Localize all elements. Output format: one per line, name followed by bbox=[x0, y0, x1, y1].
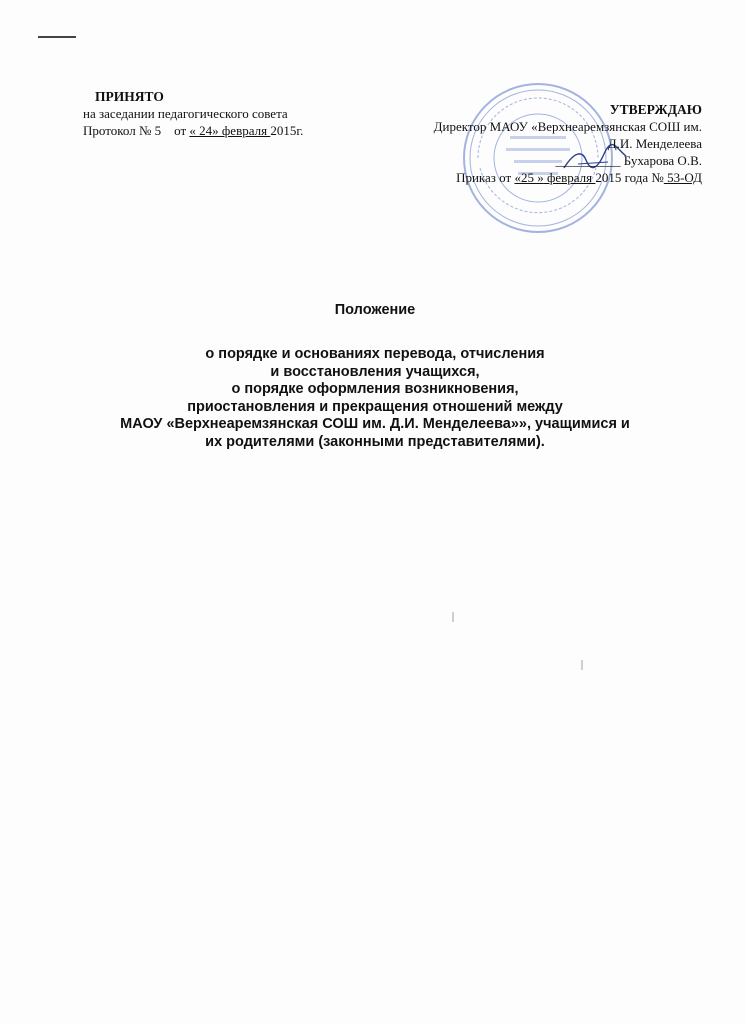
document-title: Положение bbox=[334, 302, 416, 318]
scan-artifact-line bbox=[38, 36, 76, 38]
scan-artifact-dot bbox=[581, 660, 583, 670]
subtitle-line: о порядке оформления возникновения, bbox=[231, 381, 519, 397]
protocol-number: Протокол № 5 bbox=[83, 123, 162, 138]
approved-block bbox=[390, 101, 702, 186]
signature-blank: __________ bbox=[555, 153, 621, 168]
scan-artifact-dot bbox=[452, 612, 454, 622]
protocol-date: « 24» февраля bbox=[189, 123, 271, 138]
subtitle-line: о порядке и основаниях перевода, отчисления bbox=[205, 346, 545, 362]
order-day: «25 » bbox=[514, 170, 544, 185]
subtitle-line: и восстановления учащихся, bbox=[270, 363, 480, 380]
accepted-council-line: на заседании педагогического совета bbox=[83, 106, 288, 121]
signer-name: Бухарова О.В. bbox=[623, 153, 702, 168]
subtitle-line: МАОУ «Верхнеаремзянская СОШ им. Д.И. Менделеева»», учащимися и bbox=[120, 416, 630, 432]
accepted-protocol-line bbox=[83, 122, 373, 139]
order-number: 53-ОД bbox=[663, 170, 702, 185]
approved-school-name-line: Д.И. Менделеева bbox=[607, 136, 702, 151]
subtitle-line: приостановления и прекращения отношений между bbox=[187, 398, 563, 415]
subtitle-line: их родителями (законными представителями). bbox=[205, 433, 545, 450]
document-subtitle bbox=[95, 346, 655, 451]
accepted-block bbox=[83, 88, 373, 139]
approved-director-line: Директор МАОУ «Верхнеаремзянская СОШ им. bbox=[433, 119, 702, 134]
approved-order-line bbox=[390, 169, 702, 186]
order-year: 2015 года № bbox=[595, 170, 664, 185]
accepted-heading: ПРИНЯТО bbox=[95, 89, 164, 104]
order-prefix: Приказ от bbox=[456, 170, 512, 185]
order-month: февраля bbox=[543, 170, 596, 185]
approved-signer-line bbox=[390, 152, 702, 169]
protocol-from: от bbox=[174, 123, 187, 138]
approved-heading: УТВЕРЖДАЮ bbox=[609, 102, 702, 117]
protocol-year: 2015г. bbox=[270, 123, 304, 138]
